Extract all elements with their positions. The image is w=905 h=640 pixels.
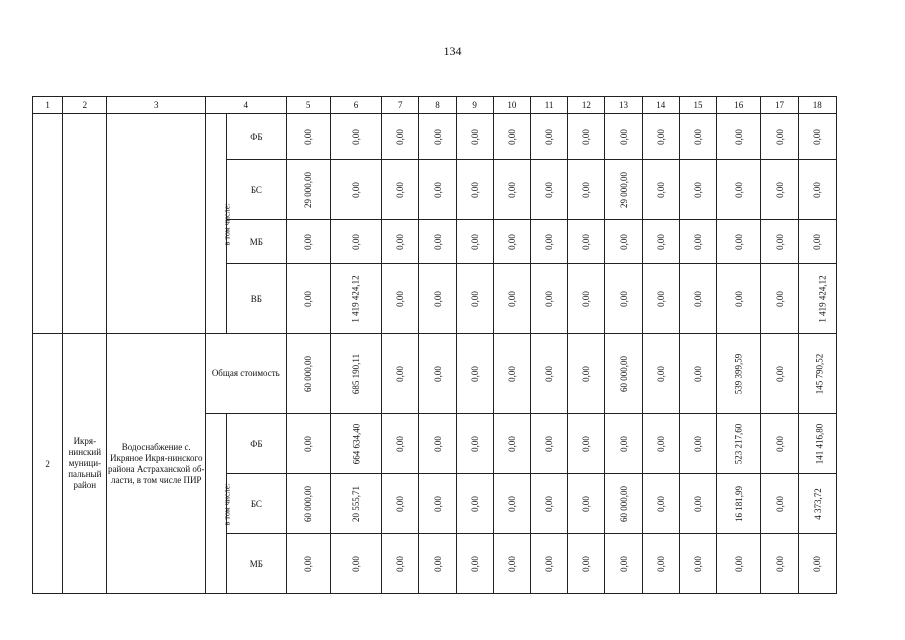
value-text: 0,00 — [469, 365, 480, 382]
value-text: 0,00 — [774, 495, 785, 512]
value-text: 0,00 — [506, 555, 517, 572]
value-cell — [286, 334, 330, 414]
header-cell: 5 — [286, 97, 330, 114]
value-cell — [605, 160, 642, 220]
value-cell — [456, 534, 493, 594]
category-label: ФБ — [227, 114, 286, 160]
in-total-label: в том числе: — [222, 203, 232, 245]
value-cell — [761, 220, 798, 264]
value-text: 0,00 — [506, 435, 517, 452]
value-cell — [605, 534, 642, 594]
value-cell — [642, 114, 679, 160]
value-cell — [456, 114, 493, 160]
value-cell — [568, 114, 605, 160]
value-cell — [382, 114, 419, 160]
budget-table — [32, 96, 837, 594]
value-text: 60 000,00 — [618, 485, 629, 522]
value-cell — [761, 474, 798, 534]
value-cell — [605, 220, 642, 264]
value-text: 0,00 — [395, 555, 406, 572]
value-cell — [419, 160, 456, 220]
value-text: 0,00 — [395, 290, 406, 307]
value-text: 0,00 — [544, 290, 555, 307]
value-text: 0,00 — [774, 181, 785, 198]
value-text: 0,00 — [350, 181, 361, 198]
value-text: 0,00 — [544, 555, 555, 572]
value-cell — [286, 534, 330, 594]
value-cell — [568, 534, 605, 594]
value-text: 20 555,71 — [350, 485, 361, 522]
value-text: 0,00 — [581, 233, 592, 250]
value-cell — [679, 334, 716, 414]
value-cell — [286, 414, 330, 474]
value-text: 0,00 — [506, 495, 517, 512]
value-text: 0,00 — [733, 233, 744, 250]
value-text: 0,00 — [544, 128, 555, 145]
number-cell — [33, 114, 63, 334]
district-name: Икря-нинский муници-пальный район — [63, 334, 107, 594]
value-text: 0,00 — [303, 128, 314, 145]
header-cell: 10 — [493, 97, 530, 114]
value-text: 0,00 — [395, 128, 406, 145]
in-total-label: в том числе: — [222, 483, 232, 525]
value-cell — [568, 334, 605, 414]
value-cell — [679, 220, 716, 264]
value-cell — [419, 474, 456, 534]
value-text: 0,00 — [395, 181, 406, 198]
value-text: 1 419 424,12 — [350, 274, 361, 323]
value-text: 0,00 — [774, 290, 785, 307]
value-text: 0,00 — [581, 555, 592, 572]
value-cell — [717, 334, 761, 414]
value-cell — [798, 160, 836, 220]
value-cell — [798, 220, 836, 264]
value-text: 1 419 424,12 — [817, 274, 828, 323]
header-cell: 2 — [63, 97, 107, 114]
value-cell — [798, 264, 836, 334]
value-text: 0,00 — [692, 365, 703, 382]
value-text: 16 181,99 — [733, 485, 744, 522]
value-cell — [761, 534, 798, 594]
value-cell — [493, 264, 530, 334]
value-text: 0,00 — [733, 128, 744, 145]
page-number: 134 — [443, 44, 462, 58]
header-cell: 11 — [531, 97, 568, 114]
category-label: ФБ — [227, 414, 286, 474]
header-cell: 4 — [206, 97, 286, 114]
description-cell — [107, 114, 206, 334]
value-cell — [419, 264, 456, 334]
value-text: 0,00 — [774, 555, 785, 572]
value-cell — [642, 220, 679, 264]
value-cell — [493, 160, 530, 220]
value-cell — [382, 534, 419, 594]
value-cell — [531, 414, 568, 474]
value-cell — [419, 334, 456, 414]
value-text: 0,00 — [506, 233, 517, 250]
value-text: 0,00 — [544, 365, 555, 382]
category-label: БС — [227, 474, 286, 534]
value-cell — [456, 220, 493, 264]
header-cell: 8 — [419, 97, 456, 114]
value-text: 0,00 — [395, 233, 406, 250]
value-text: 0,00 — [469, 435, 480, 452]
value-cell — [493, 334, 530, 414]
value-text: 0,00 — [432, 233, 443, 250]
value-text: 539 399,59 — [733, 353, 744, 394]
value-cell — [286, 114, 330, 160]
value-text: 0,00 — [544, 435, 555, 452]
value-text: 0,00 — [733, 555, 744, 572]
value-text: 0,00 — [655, 555, 666, 572]
header-cell: 9 — [456, 97, 493, 114]
category-label: ВБ — [227, 264, 286, 334]
value-cell — [679, 160, 716, 220]
value-cell — [330, 264, 381, 334]
value-cell — [531, 334, 568, 414]
value-cell — [717, 160, 761, 220]
value-text: 0,00 — [618, 290, 629, 307]
value-text: 0,00 — [774, 128, 785, 145]
value-text: 0,00 — [692, 435, 703, 452]
value-cell — [642, 160, 679, 220]
value-text: 0,00 — [812, 233, 823, 250]
value-cell — [798, 474, 836, 534]
value-text: 0,00 — [432, 290, 443, 307]
value-cell — [330, 334, 381, 414]
value-cell — [679, 534, 716, 594]
header-row — [33, 97, 837, 114]
value-cell — [419, 414, 456, 474]
value-text: 0,00 — [432, 181, 443, 198]
value-cell — [605, 474, 642, 534]
header-cell: 14 — [642, 97, 679, 114]
value-cell — [679, 474, 716, 534]
value-text: 0,00 — [303, 233, 314, 250]
total-cost-label: Общая стоимость — [206, 334, 286, 414]
header-cell: 1 — [33, 97, 63, 114]
value-cell — [382, 264, 419, 334]
value-text: 60 000,00 — [303, 485, 314, 522]
value-cell — [568, 474, 605, 534]
value-cell — [456, 474, 493, 534]
value-text: 0,00 — [350, 555, 361, 572]
value-cell — [568, 264, 605, 334]
value-text: 0,00 — [618, 555, 629, 572]
value-text: 0,00 — [618, 233, 629, 250]
value-text: 0,00 — [432, 555, 443, 572]
value-text: 0,00 — [655, 128, 666, 145]
value-cell — [642, 264, 679, 334]
value-text: 0,00 — [655, 365, 666, 382]
value-cell — [679, 114, 716, 160]
value-text: 0,00 — [469, 495, 480, 512]
value-text: 0,00 — [655, 233, 666, 250]
value-cell — [456, 264, 493, 334]
value-text: 0,00 — [812, 128, 823, 145]
value-cell — [798, 534, 836, 594]
value-cell — [286, 220, 330, 264]
value-cell — [456, 160, 493, 220]
value-cell — [761, 264, 798, 334]
value-text: 0,00 — [506, 128, 517, 145]
value-text: 0,00 — [581, 435, 592, 452]
value-cell — [286, 264, 330, 334]
value-cell — [493, 534, 530, 594]
value-text: 0,00 — [692, 128, 703, 145]
value-cell — [330, 220, 381, 264]
value-text: 0,00 — [581, 495, 592, 512]
value-cell — [605, 414, 642, 474]
value-text: 0,00 — [655, 495, 666, 512]
value-text: 0,00 — [581, 365, 592, 382]
table-row — [33, 334, 837, 414]
value-text: 0,00 — [774, 233, 785, 250]
value-cell — [642, 474, 679, 534]
header-cell: 13 — [605, 97, 642, 114]
header-cell: 15 — [679, 97, 716, 114]
value-text: 0,00 — [350, 128, 361, 145]
value-text: 0,00 — [655, 181, 666, 198]
value-text: 0,00 — [692, 233, 703, 250]
value-text: 0,00 — [469, 233, 480, 250]
value-cell — [330, 114, 381, 160]
value-cell — [798, 114, 836, 160]
value-text: 0,00 — [469, 181, 480, 198]
value-cell — [642, 534, 679, 594]
value-cell — [531, 220, 568, 264]
value-text: 141 416,80 — [813, 423, 824, 464]
value-cell — [761, 114, 798, 160]
value-cell — [798, 414, 836, 474]
value-cell — [761, 334, 798, 414]
project-description: Водоснабжение с. Икряное Икря-нинского района Астраханской об-ласти, в том числе ПИР — [107, 334, 206, 594]
value-cell — [605, 114, 642, 160]
header-cell: 18 — [798, 97, 836, 114]
value-text: 0,00 — [774, 365, 785, 382]
value-text: 0,00 — [692, 290, 703, 307]
value-cell — [382, 474, 419, 534]
value-cell — [382, 220, 419, 264]
value-text: 0,00 — [506, 365, 517, 382]
value-cell — [286, 160, 330, 220]
value-cell — [456, 414, 493, 474]
value-text: 0,00 — [432, 365, 443, 382]
value-text: 0,00 — [395, 365, 406, 382]
value-cell — [493, 114, 530, 160]
value-cell — [531, 264, 568, 334]
value-text: 0,00 — [395, 495, 406, 512]
value-cell — [330, 534, 381, 594]
value-cell — [679, 414, 716, 474]
value-text: 29 000,00 — [303, 171, 314, 208]
value-cell — [605, 264, 642, 334]
value-text: 0,00 — [432, 435, 443, 452]
value-text: 0,00 — [432, 495, 443, 512]
value-cell — [798, 334, 836, 414]
value-text: 29 000,00 — [618, 171, 629, 208]
value-text: 0,00 — [692, 181, 703, 198]
value-cell — [761, 414, 798, 474]
value-cell — [568, 220, 605, 264]
value-text: 60 000,00 — [303, 355, 314, 392]
value-text: 0,00 — [350, 233, 361, 250]
value-cell — [493, 414, 530, 474]
value-cell — [330, 414, 381, 474]
value-text: 0,00 — [395, 435, 406, 452]
category-label: МБ — [227, 220, 286, 264]
value-text: 0,00 — [544, 233, 555, 250]
value-cell — [717, 534, 761, 594]
value-text: 4 373,72 — [812, 487, 823, 520]
header-cell: 7 — [382, 97, 419, 114]
value-cell — [717, 414, 761, 474]
value-cell — [419, 220, 456, 264]
value-cell — [493, 474, 530, 534]
value-text: 0,00 — [733, 290, 744, 307]
value-cell — [531, 534, 568, 594]
value-text: 0,00 — [432, 128, 443, 145]
value-text: 0,00 — [581, 181, 592, 198]
value-cell — [286, 474, 330, 534]
value-cell — [382, 334, 419, 414]
value-cell — [761, 160, 798, 220]
value-cell — [531, 160, 568, 220]
value-cell — [330, 474, 381, 534]
value-cell — [717, 220, 761, 264]
table-row — [33, 114, 837, 160]
value-cell — [642, 334, 679, 414]
category-label: БС — [227, 160, 286, 220]
value-text: 0,00 — [581, 290, 592, 307]
value-cell — [419, 534, 456, 594]
category-label: МБ — [227, 534, 286, 594]
value-text: 0,00 — [812, 555, 823, 572]
header-cell: 16 — [717, 97, 761, 114]
header-cell: 12 — [568, 97, 605, 114]
value-text: 0,00 — [655, 290, 666, 307]
value-text: 145 790,52 — [813, 353, 824, 394]
value-cell — [493, 220, 530, 264]
value-text: 0,00 — [303, 555, 314, 572]
value-text: 0,00 — [506, 290, 517, 307]
value-text: 0,00 — [544, 495, 555, 512]
header-cell: 17 — [761, 97, 798, 114]
value-text: 0,00 — [581, 128, 592, 145]
value-cell — [382, 160, 419, 220]
value-cell — [330, 160, 381, 220]
value-cell — [456, 334, 493, 414]
in-total-cell — [206, 114, 232, 334]
value-text: 0,00 — [774, 435, 785, 452]
value-cell — [531, 114, 568, 160]
value-cell — [717, 114, 761, 160]
value-text: 0,00 — [544, 181, 555, 198]
header-cell: 6 — [330, 97, 381, 114]
value-text: 685 190,11 — [350, 353, 361, 394]
row-number: 2 — [33, 334, 63, 594]
value-cell — [382, 414, 419, 474]
value-text: 0,00 — [303, 435, 314, 452]
value-text: 0,00 — [655, 435, 666, 452]
value-text: 60 000,00 — [618, 355, 629, 392]
value-text: 0,00 — [469, 128, 480, 145]
value-cell — [568, 414, 605, 474]
header-cell: 3 — [107, 97, 206, 114]
in-total-cell — [206, 414, 232, 594]
value-text: 0,00 — [469, 555, 480, 572]
value-text: 0,00 — [618, 435, 629, 452]
value-text: 0,00 — [733, 181, 744, 198]
value-cell — [568, 160, 605, 220]
value-text: 0,00 — [812, 181, 823, 198]
value-cell — [717, 264, 761, 334]
value-text: 0,00 — [506, 181, 517, 198]
value-cell — [642, 414, 679, 474]
value-text: 0,00 — [692, 495, 703, 512]
value-text: 0,00 — [618, 128, 629, 145]
value-text: 664 634,40 — [350, 423, 361, 464]
value-text: 0,00 — [469, 290, 480, 307]
district-cell — [63, 114, 107, 334]
value-cell — [679, 264, 716, 334]
value-cell — [419, 114, 456, 160]
value-text: 523 217,60 — [733, 423, 744, 464]
value-cell — [605, 334, 642, 414]
value-text: 0,00 — [303, 290, 314, 307]
value-cell — [717, 474, 761, 534]
value-cell — [531, 474, 568, 534]
value-text: 0,00 — [692, 555, 703, 572]
